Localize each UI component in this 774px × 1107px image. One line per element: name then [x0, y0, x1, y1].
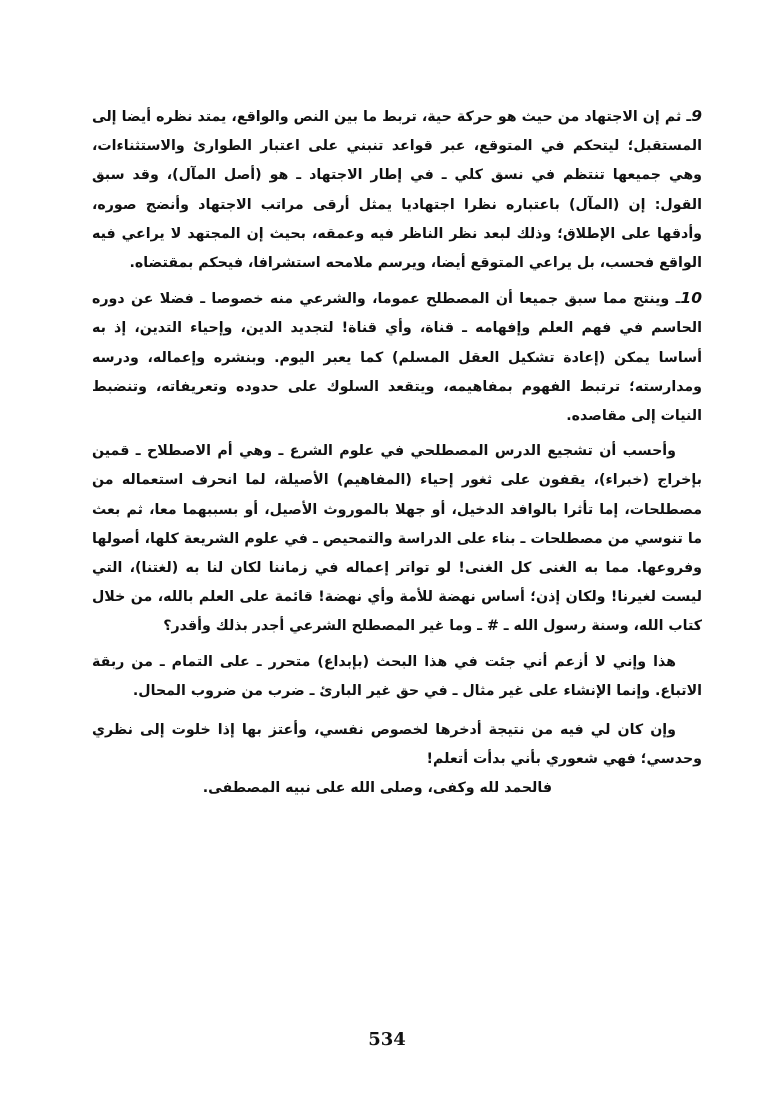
document-page	[92, 102, 702, 982]
paragraph-number: 10	[680, 289, 702, 308]
paragraph-10	[92, 284, 702, 431]
paragraph-closing-praise: فالحمد لله وكفى، وصلى الله على نبيه المصطفى.	[202, 780, 552, 797]
paragraph-text: ـ وينتج مما سبق جميعا أن المصطلح عموما، والشرعي منه خصوصا ـ فضلا عن دوره الحاسم في فهم العلم وإفهامه ـ قناة، وأي قناة! لتجديد الدين، وإحياء التدين، إذ به أساسا يمكن (إعادة تشكيل العقل المسلم) كما يعبر اليوم. وبنشره وإعماله، ودرسه ومدارسته؛ ترتبط الفهوم بمفاهيمه، ويتقعد السلوك على حدوده وتعريفاته، وتنضبط النيات إلى مقاصده.	[92, 291, 702, 425]
paragraph-terminology-experts: وأحسب أن تشجيع الدرس المصطلحي في علوم الشرع ـ وهي أم الاصطلاح ـ قمين بإخراج (خبراء)، يقفون على ثغور إحياء (المفاهيم) الأصيلة، لما انحرف استعماله من مصطلحات، إما تأثرا بالوافد الدخيل، أو جهلا بالموروث الأصيل، أو بسببهما معا، ثم بعث ما تنوسي من مصطلحات ـ بناء على الدراسة والتمحيص ـ في علوم الشريعة كلها، أصولها وفروعها. مما به الغنى كل الغنى! لو تواتر إعماله في زماننا لكان لنا به (لغتنا)، التي ليست لغيرنا! ولكان إذن؛ أساس نهضة للأمة وأي نهضة! قائمة على العلم بالله، من خلال كتاب الله، وسنة رسول الله ـ # ـ وما غير المصطلح الشرعي أجدر بذلك وأقدر؟	[92, 443, 702, 635]
paragraph-personal-result: وإن كان لي فيه من نتيجة أدخرها لخصوص نفسي، وأعتز بها إذا خلوت إلى نظري وحدسي؛ فهي شعوري بأني بدأت أتعلم!	[92, 722, 702, 768]
body-text	[92, 102, 702, 804]
paragraph-text: ـ ثم إن الاجتهاد من حيث هو حركة حية، تربط ما بين النص والواقع، يمتد نظره أيضا إلى المستقبل؛ ليتحكم في المتوقع، عبر قواعد تنبني على اعتبار الطوارئ والاستثناءات، وهي جميعها تنتظم في نسق كلي ـ في إطار الاجتهاد ـ هو (أصل المآل)، وقد سبق القول: إن (المآل) باعتباره نظرا اجتهاديا يمثل أرقى مراتب الاجتهاد وأنضج صوره، وأدقها على الإطلاق؛ وذلك لبعد نظر الناظر فيه وعمقه، بحيث إن المجتهد لا يراعي فيه الواقع فحسب، بل يراعي المتوقع أيضا، ويرسم ملامحه استشرافا، فيحكم بمقتضاه.	[92, 109, 702, 272]
paragraph-no-innovation-claim: هذا وإني لا أزعم أني جئت في هذا البحث (بإبداع) متحرر ـ على التمام ـ من ربقة الاتباع. وإنما الإنشاء على غير مثال ـ في حق غير البارئ ـ ضرب من ضروب المحال.	[92, 653, 702, 699]
paragraph-number: 9	[691, 107, 702, 125]
paragraph-9	[92, 102, 702, 278]
page-number: 534	[368, 1029, 406, 1050]
